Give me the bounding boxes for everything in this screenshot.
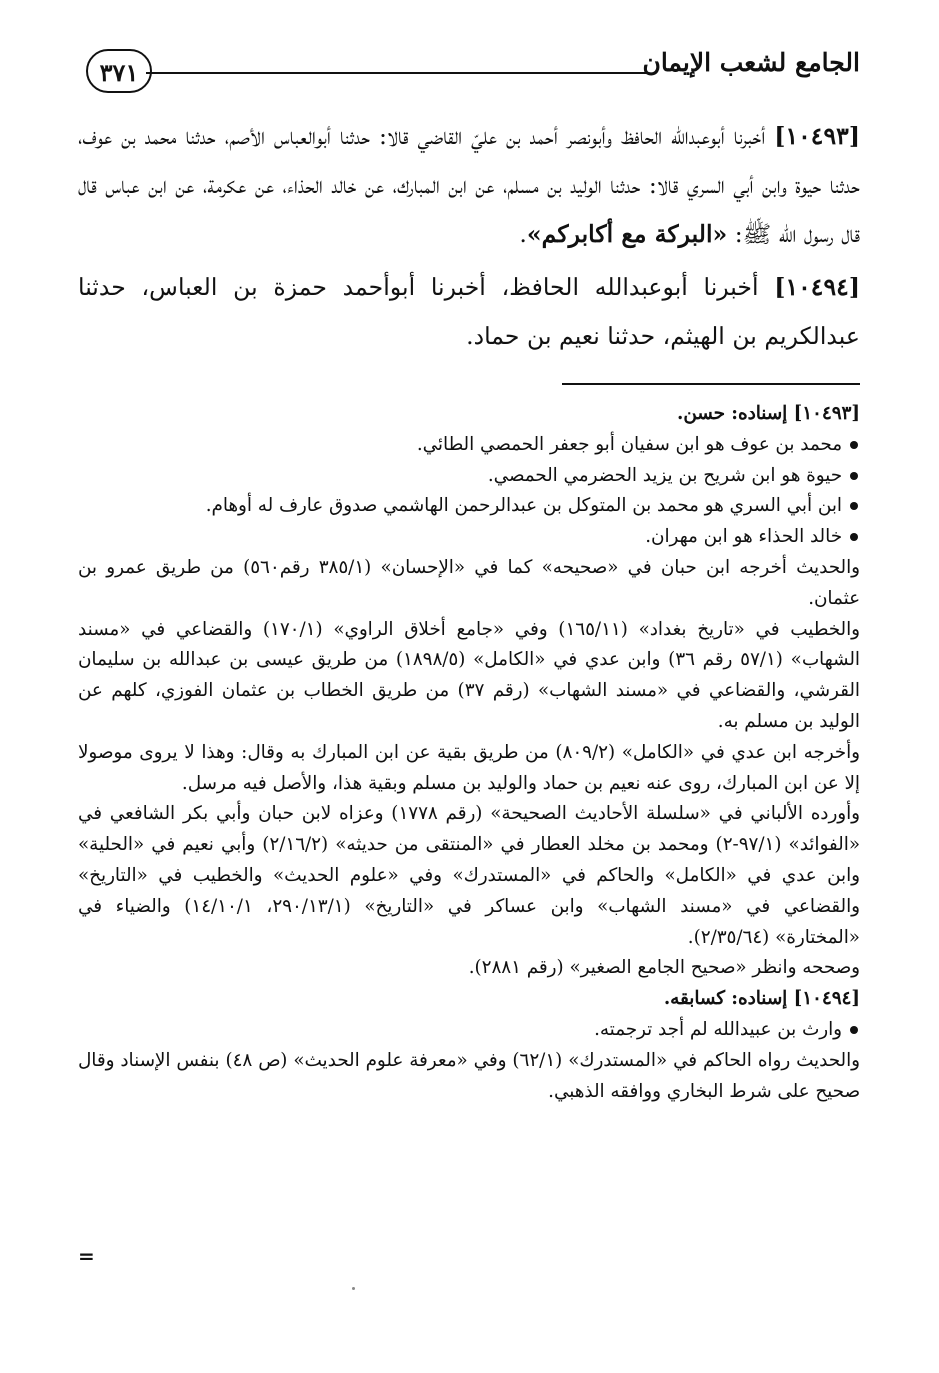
footnote-separator bbox=[562, 383, 860, 385]
narrator-note-text: محمد بن عوف هو ابن سفيان أبو جعفر الحمصي الطائي. bbox=[416, 433, 842, 455]
narrator-note bbox=[78, 522, 860, 553]
narrator-note bbox=[78, 491, 860, 522]
book-page bbox=[78, 40, 860, 1340]
print-speck bbox=[352, 1287, 355, 1290]
takhrij-paragraph: والحديث رواه الحاكم في «المستدرك» (٦٢/١) وفي «معرفة علوم الحديث» (ص ٤٨) بنفس الإسناد وقال صحيح على شرط البخاري ووافقه الذهبي. bbox=[78, 1049, 861, 1102]
narrator-note-text: ابن أبي السري هو محمد بن المتوكل بن عبدالرحمن الهاشمي صدوق عارف له أوهام. bbox=[205, 495, 842, 517]
footnote-heading bbox=[78, 984, 860, 1015]
footnote-label: [١٠٤٩٣] bbox=[793, 403, 860, 424]
hadith-number: [١٠٤٩٣] bbox=[774, 122, 860, 150]
continuation-mark: = bbox=[78, 1244, 95, 1268]
hadith-text: أخبرنا أبوعبدالله الحافظ وأبونصر أحمد بن عليّ القاضي قالا: حدثنا أبوالعباس الأصم، حدثنا محمد بن عوف، حدثنا حيوة وابن أبي السري قالا: حدثنا الوليد بن مسلم، عن ابن المبارك، عن خالد الحذاء، عن عكرمة، عن ابن عباس قال قال رسول الله ﷺ: bbox=[78, 122, 860, 248]
takhrij-paragraph: وأخرجه ابن عدي في «الكامل» (٨٠٩/٢) من طريق بقية عن ابن المبارك به وقال: وهذا لا يروى موصولا إلا عن ابن المبارك، روى عنه نعيم بن حماد والوليد بن مسلم وبقية هذا، والأصل فيه مرسل. bbox=[78, 741, 860, 794]
footnote-heading bbox=[78, 399, 860, 430]
takhrij-paragraph: وصححه وانظر «صحيح الجامع الصغير» (رقم ٢٨٨١). bbox=[468, 957, 860, 979]
hadith-number: [١٠٤٩٤] bbox=[774, 273, 860, 301]
footnote-grade: إسناده: كسابقه. bbox=[663, 988, 794, 1010]
footnote-grade: إسناده: حسن. bbox=[677, 403, 794, 424]
page-header bbox=[78, 40, 860, 104]
bullet-icon bbox=[850, 533, 858, 541]
narrator-note bbox=[78, 1015, 860, 1046]
footnotes bbox=[78, 399, 860, 1107]
hadith-end: . bbox=[519, 220, 527, 248]
hadith-10493 bbox=[78, 112, 860, 259]
main-text bbox=[78, 112, 860, 361]
takhrij-paragraph: والحديث أخرجه ابن حبان في «صحيحه» كما في «الإحسان» (٣٨٥/١ رقم٥٦٠) من طريق عمرو بن عثمان. bbox=[78, 556, 861, 609]
bullet-icon bbox=[850, 502, 858, 510]
takhrij-paragraph: وأورده الألباني في «سلسلة الأحاديث الصحيحة» (رقم ١٧٧٨) وعزاه لابن حبان وأبي بكر الشافعي في «الفوائد» (٩٧/١-٢) ومحمد بن مخلد العطار في «المنتقى من حديثه» (٢/١٦/٢) وأبي نعيم في «الحلية» وابن عدي في «الكامل» والحاكم في «المستدرك» وفي «علوم الحديث» والخطيب في «التاريخ» والقضاعي في «مسند الشهاب» وابن عساكر في «التاريخ» (٢٩٠/١٣/١، ١٤/١٠/١) والضياء في «المختارة» (٢/٣٥/٦٤). bbox=[78, 803, 861, 948]
header-rule bbox=[146, 72, 648, 74]
running-title: الجامع لشعب الإيمان bbox=[642, 48, 860, 77]
page-number: ٣٧١ bbox=[86, 49, 152, 93]
bullet-icon bbox=[850, 1026, 858, 1034]
narrator-note-text: حيوة هو ابن شريح بن يزيد الحضرمي الحمصي. bbox=[487, 464, 842, 486]
hadith-text: أخبرنا أبوعبدالله الحافظ، أخبرنا أبوأحمد حمزة بن العباس، حدثنا عبدالكريم بن الهيثم، حدثنا نعيم بن حماد. bbox=[78, 273, 860, 350]
narrator-note-text: خالد الحذاء هو ابن مهران. bbox=[645, 526, 842, 548]
narrator-note-text: وارث بن عبيدالله لم أجد ترجمته. bbox=[594, 1018, 842, 1040]
narrator-note bbox=[78, 461, 860, 492]
bullet-icon bbox=[850, 472, 858, 480]
footnote-label: [١٠٤٩٤] bbox=[793, 988, 860, 1010]
narrator-note bbox=[78, 430, 860, 461]
takhrij-paragraph: والخطيب في «تاريخ بغداد» (١٦٥/١١) وفي «جامع أخلاق الراوي» (١٧٠/١) والقضاعي في «مسند الشهاب» (٥٧/١ رقم ٣٦) وابن عدي في «الكامل» (١٨٩٨/٥) من طريق عيسى بن عبدالله بن سليمان القرشي، والقضاعي في «مسند الشهاب» (رقم ٣٧) من طريق الخطاب بن عثمان الفوزي، كلهم عن الوليد بن مسلم به. bbox=[78, 618, 861, 732]
hadith-quote: «البركة مع أكابركم» bbox=[526, 220, 728, 248]
bullet-icon bbox=[850, 441, 858, 449]
hadith-10494 bbox=[78, 263, 860, 361]
